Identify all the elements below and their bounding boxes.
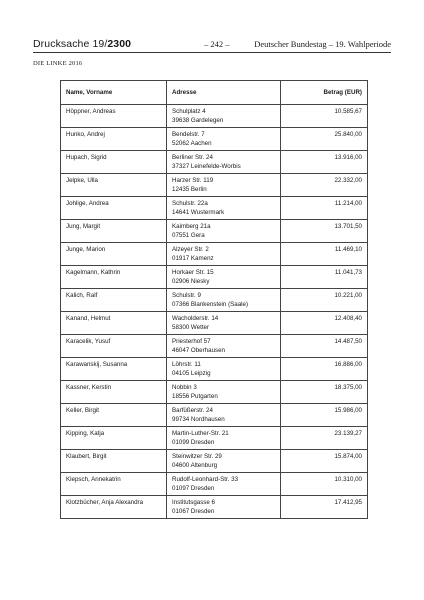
donor-name: Kipping, Katja	[66, 430, 105, 437]
amount-cell	[281, 404, 368, 427]
document-number: Drucksache 19/2300	[33, 38, 132, 50]
donation-amount: 11.214,00	[334, 200, 362, 207]
address-cell	[167, 266, 281, 289]
name-cell	[61, 128, 167, 151]
address-cell	[167, 381, 281, 404]
table-header-row	[61, 81, 368, 105]
address-cell	[167, 496, 281, 519]
section-title: DIE LINKE 2016	[33, 60, 83, 67]
name-cell	[61, 404, 167, 427]
donor-name: Kagelmann, Kathrin	[66, 269, 121, 276]
address-street: Schulstr. 9	[172, 292, 201, 299]
donor-name: Klaubert, Birgit	[66, 453, 107, 460]
address-city: 01099 Dresden	[172, 439, 215, 446]
address-city: 37327 Leinefelde-Worbis	[172, 163, 241, 170]
amount-cell	[281, 151, 368, 174]
address-cell	[167, 151, 281, 174]
address-street: Kaimberg 21a	[172, 223, 211, 230]
donation-amount: 14.487,50	[334, 338, 362, 345]
amount-cell	[281, 220, 368, 243]
donation-amount: 10.310,00	[334, 476, 362, 483]
address-city: 52062 Aachen	[172, 140, 212, 147]
amount-cell	[281, 427, 368, 450]
amount-cell	[281, 266, 368, 289]
table-row	[61, 128, 368, 151]
name-cell	[61, 243, 167, 266]
name-cell	[61, 289, 167, 312]
donation-amount: 11.469,10	[334, 246, 362, 253]
address-city: 01917 Kamenz	[172, 255, 214, 262]
name-cell	[61, 105, 167, 128]
address-cell	[167, 358, 281, 381]
amount-cell	[281, 381, 368, 404]
name-cell	[61, 335, 167, 358]
name-cell	[61, 496, 167, 519]
address-cell	[167, 404, 281, 427]
donor-name: Höppner, Andreas	[66, 108, 116, 115]
amount-cell	[281, 243, 368, 266]
table-row	[61, 243, 368, 266]
header-rule	[33, 52, 391, 53]
page-number: – 242 –	[204, 39, 230, 49]
address-city: 18556 Putgarten	[172, 393, 218, 400]
address-street: Wacholderstr. 14	[172, 315, 219, 322]
donor-name: Karawanskij, Susanna	[66, 361, 128, 368]
donation-amount: 15.986,00	[334, 407, 362, 414]
name-cell	[61, 312, 167, 335]
donation-amount: 23.139,27	[334, 430, 362, 437]
donor-name: Hupach, Sigrid	[66, 154, 107, 161]
name-cell	[61, 427, 167, 450]
address-street: Barfüßerstr. 24	[172, 407, 213, 414]
table-row	[61, 105, 368, 128]
donation-amount: 15.874,00	[334, 453, 362, 460]
address-city: 04600 Altenburg	[172, 462, 218, 469]
table-row	[61, 381, 368, 404]
address-cell	[167, 243, 281, 266]
address-street: Schulplatz 4	[172, 108, 206, 115]
donor-name: Jelpke, Ulla	[66, 177, 98, 184]
address-city: 07551 Gera	[172, 232, 205, 239]
address-street: Steinwitzer Str. 29	[172, 453, 222, 460]
address-city: 99734 Nordhausen	[172, 416, 225, 423]
donation-amount: 13.916,00	[334, 154, 362, 161]
donor-name: Klepsch, Annekatrin	[66, 476, 121, 483]
address-cell	[167, 312, 281, 335]
donation-amount: 13.701,50	[334, 223, 362, 230]
amount-cell	[281, 312, 368, 335]
address-cell	[167, 105, 281, 128]
donor-name: Hunko, Andrej	[66, 131, 105, 138]
address-city: 02906 Niesky	[172, 278, 210, 285]
address-street: Schulstr. 22a	[172, 200, 208, 207]
donation-amount: 16.886,00	[334, 361, 362, 368]
address-cell	[167, 335, 281, 358]
table-row	[61, 197, 368, 220]
donor-name: Johlige, Andrea	[66, 200, 109, 207]
name-cell	[61, 197, 167, 220]
address-city: 07366 Blankenstein (Saale)	[172, 301, 249, 308]
table-row	[61, 174, 368, 197]
name-cell	[61, 151, 167, 174]
column-header-amount: Betrag (EUR)	[281, 81, 368, 105]
name-cell	[61, 358, 167, 381]
name-cell	[61, 381, 167, 404]
donation-amount: 12.408,40	[334, 315, 362, 322]
address-cell	[167, 450, 281, 473]
address-city: 12435 Berlin	[172, 186, 207, 193]
donor-table	[60, 80, 368, 519]
name-cell	[61, 174, 167, 197]
table-row	[61, 496, 368, 519]
address-cell	[167, 174, 281, 197]
table-row	[61, 404, 368, 427]
amount-cell	[281, 105, 368, 128]
donation-amount: 17.412,95	[334, 499, 362, 506]
address-street: Harzer Str. 119	[172, 177, 214, 184]
donor-name: Junge, Marion	[66, 246, 106, 253]
name-cell	[61, 266, 167, 289]
amount-cell	[281, 358, 368, 381]
address-street: Rudolf-Leonhard-Str. 33	[172, 476, 239, 483]
name-cell	[61, 220, 167, 243]
donor-name: Kanand, Helmut	[66, 315, 111, 322]
amount-cell	[281, 174, 368, 197]
address-city: 46047 Oberhausen	[172, 347, 225, 354]
address-cell	[167, 197, 281, 220]
address-city: 01067 Dresden	[172, 508, 215, 515]
table-row	[61, 312, 368, 335]
address-cell	[167, 473, 281, 496]
table-row	[61, 427, 368, 450]
table-row	[61, 358, 368, 381]
address-city: 39638 Gardelegen	[172, 117, 224, 124]
amount-cell	[281, 450, 368, 473]
table-row	[61, 473, 368, 496]
name-cell	[61, 450, 167, 473]
address-cell	[167, 220, 281, 243]
donor-name: Keller, Birgit	[66, 407, 100, 414]
column-header-address: Adresse	[167, 81, 281, 105]
address-cell	[167, 427, 281, 450]
donor-name: Kassner, Kerstin	[66, 384, 112, 391]
address-street: Nobbin 3	[172, 384, 197, 391]
address-street: Martin-Luther-Str. 21	[172, 430, 229, 437]
table-row	[61, 151, 368, 174]
donor-name: Klotzbücher, Anja Alexandra	[66, 499, 144, 506]
donor-name: Karacelik, Yusuf	[66, 338, 111, 345]
table-row	[61, 335, 368, 358]
address-city: 14641 Wustermark	[172, 209, 225, 216]
amount-cell	[281, 496, 368, 519]
donation-amount: 11.041,73	[334, 269, 362, 276]
table-row	[61, 289, 368, 312]
donation-amount: 25.840,00	[334, 131, 362, 138]
address-city: 58300 Wetter	[172, 324, 210, 331]
amount-cell	[281, 473, 368, 496]
address-cell	[167, 289, 281, 312]
table-row	[61, 266, 368, 289]
donor-name: Kalich, Ralf	[66, 292, 98, 299]
address-street: Priesterhof 57	[172, 338, 211, 345]
donation-amount: 10.585,67	[334, 108, 362, 115]
address-street: Alzeyer Str. 2	[172, 246, 209, 253]
page-header	[33, 38, 391, 52]
amount-cell	[281, 128, 368, 151]
address-street: Institutsgasse 6	[172, 499, 215, 506]
amount-cell	[281, 197, 368, 220]
address-cell	[167, 128, 281, 151]
name-cell	[61, 473, 167, 496]
column-header-name: Name, Vorname	[61, 81, 167, 105]
address-street: Bendelstr. 7	[172, 131, 205, 138]
address-street: Löhrstr. 11	[172, 361, 201, 368]
address-city: 04105 Leipzig	[172, 370, 211, 377]
address-city: 01097 Dresden	[172, 485, 215, 492]
parliament-label: Deutscher Bundestag – 19. Wahlperiode	[254, 39, 391, 49]
amount-cell	[281, 335, 368, 358]
donor-name: Jung, Margit	[66, 223, 101, 230]
address-street: Horkaer Str. 15	[172, 269, 214, 276]
address-street: Berliner Str. 24	[172, 154, 213, 161]
table-row	[61, 220, 368, 243]
table-row	[61, 450, 368, 473]
donation-amount: 22.332,00	[334, 177, 362, 184]
amount-cell	[281, 289, 368, 312]
donation-amount: 18.375,00	[334, 384, 362, 391]
donation-amount: 10.221,00	[334, 292, 362, 299]
